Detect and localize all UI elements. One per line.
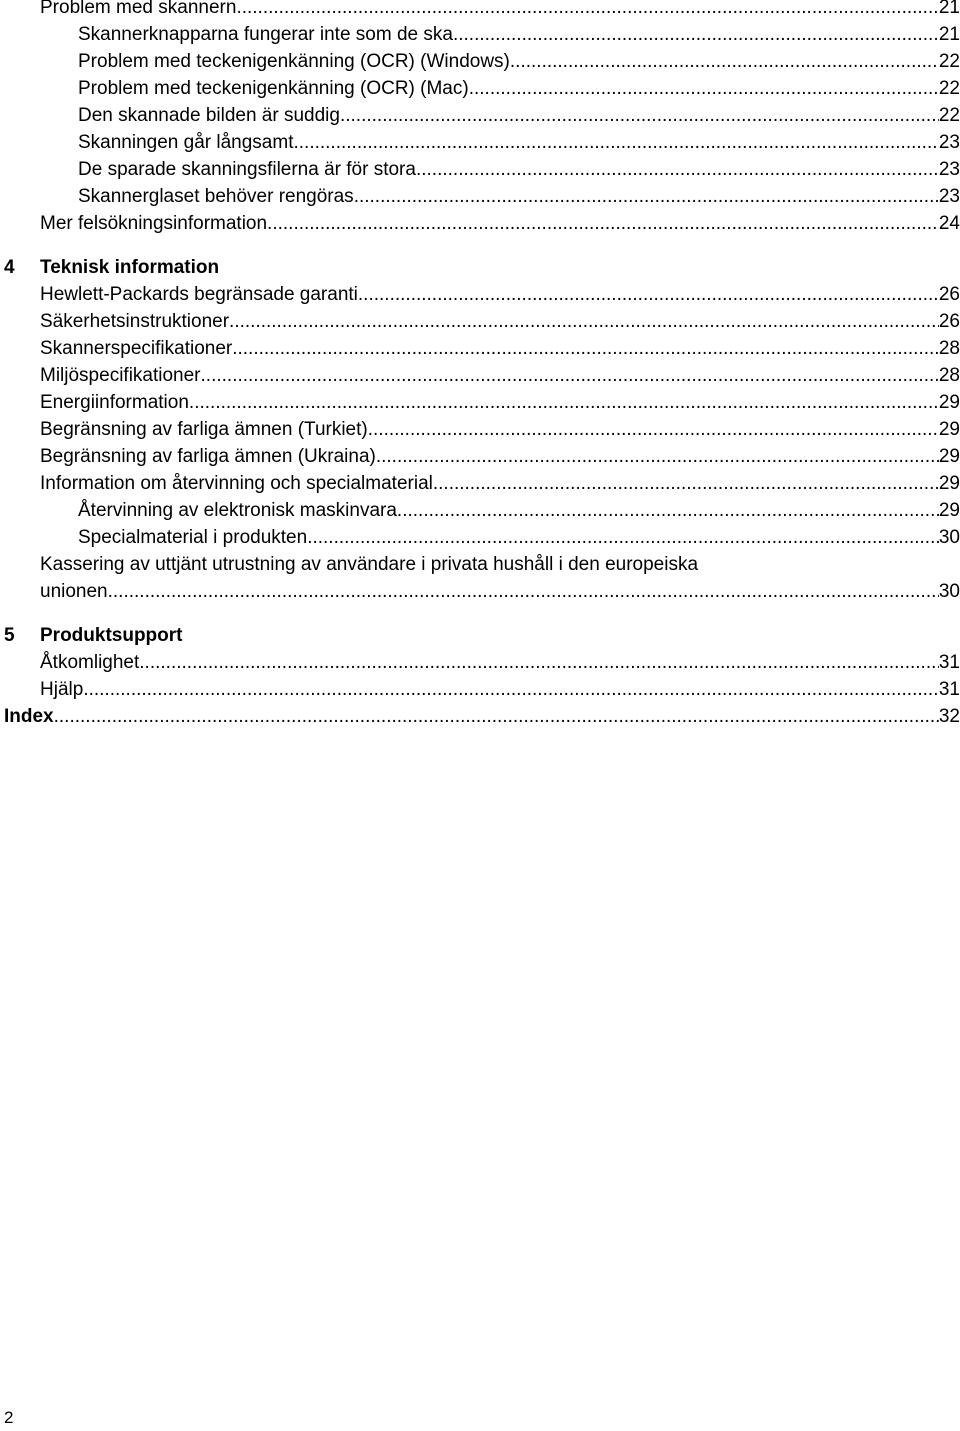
toc-entry-page: 23	[938, 186, 960, 207]
page-number: 2	[4, 1408, 14, 1427]
toc-entry-page: 23	[938, 159, 960, 180]
toc-entry-page: 32	[938, 706, 960, 727]
toc-leader	[376, 443, 939, 470]
toc-entry-rengoras[interactable]	[78, 183, 960, 210]
toc-leader	[453, 21, 939, 48]
chapter-title: Produktsupport	[40, 625, 183, 646]
toc-entry-stora-filer[interactable]	[78, 156, 960, 183]
toc-entry-sakerhet[interactable]	[40, 308, 960, 335]
toc-entry-page: 29	[938, 446, 960, 467]
toc-leader	[236, 0, 938, 21]
toc-leader	[139, 649, 939, 676]
toc-entry-title: Hewlett-Packards begränsade garanti	[40, 284, 358, 305]
toc-entry-title: Säkerhetsinstruktioner	[40, 311, 230, 332]
toc-entry-page: 23	[938, 132, 960, 153]
toc-entry-atervinning-maskinvara[interactable]	[78, 497, 960, 524]
toc-entry-title: Mer felsökningsinformation	[40, 213, 268, 234]
toc-entry-page: 30	[938, 527, 960, 548]
toc-leader	[189, 389, 939, 416]
toc-entry-title: Åtkomlighet	[40, 652, 140, 673]
toc-entry-index[interactable]	[4, 703, 960, 730]
toc-leader	[510, 48, 939, 75]
toc-entry-page: 26	[938, 311, 960, 332]
toc-leader	[229, 308, 939, 335]
toc-entry-felsokning[interactable]	[40, 210, 960, 237]
toc-chapter-5[interactable]	[4, 622, 183, 649]
toc-leader	[232, 335, 939, 362]
toc-entry-title: Skanningen går långsamt	[78, 132, 294, 153]
toc-leader	[54, 703, 939, 730]
toc-leader	[433, 470, 939, 497]
toc-entry-skannerknapparna[interactable]	[78, 21, 960, 48]
toc-entry-energi[interactable]	[40, 389, 960, 416]
chapter-number: 5	[4, 625, 15, 646]
toc-entry-page: 22	[938, 105, 960, 126]
toc-entry-suddig[interactable]	[78, 102, 960, 129]
toc-entry-title: De sparade skanningsfilerna är för stora	[78, 159, 416, 180]
toc-entry-title: Specialmaterial i produkten	[78, 527, 308, 548]
toc-entry-ocr-windows[interactable]	[78, 48, 960, 75]
toc-leader	[267, 210, 939, 237]
toc-leader	[307, 524, 939, 551]
toc-entry-page: 26	[938, 284, 960, 305]
toc-leader	[469, 75, 939, 102]
toc-leader	[83, 676, 939, 703]
toc-entry-title: Begränsning av farliga ämnen (Ukraina)	[40, 446, 376, 467]
toc-entry-atkomlighet[interactable]	[40, 649, 960, 676]
toc-entry-title: Problem med teckenigenkänning (OCR) (Windows)	[78, 51, 510, 72]
toc-entry-page: 21	[938, 0, 960, 18]
toc-entry-turkiet[interactable]	[40, 416, 960, 443]
toc-entry-page: 30	[938, 581, 960, 602]
toc-entry-skannerspec[interactable]	[40, 335, 960, 362]
toc-entry-page: 28	[938, 338, 960, 359]
toc-entry-title: Den skannade bilden är suddig	[78, 105, 340, 126]
toc-entry-page: 29	[938, 419, 960, 440]
toc-entry-title-line2: unionen	[40, 581, 108, 602]
toc-entry-page: 24	[938, 213, 960, 234]
chapter-title: Teknisk information	[40, 257, 220, 278]
toc-leader	[368, 416, 939, 443]
toc-entry-page: 29	[938, 500, 960, 521]
toc-leader	[416, 156, 939, 183]
toc-entry-page: 28	[938, 365, 960, 386]
toc-leader	[340, 102, 939, 129]
toc-entry-title: Problem med skannern	[40, 0, 237, 18]
toc-entry-title-line1: Kassering av uttjänt utrustning av användare i privata hushåll i den europeiska	[40, 554, 699, 575]
toc-entry-title: Hjälp	[40, 679, 84, 700]
toc-leader	[293, 129, 938, 156]
toc-entry-page: 31	[938, 679, 960, 700]
toc-entry-atervinning-info[interactable]	[40, 470, 960, 497]
toc-entry-title: Skannerknapparna fungerar inte som de ska	[78, 24, 453, 45]
toc-entry-page: 29	[938, 392, 960, 413]
toc-entry-title: Skannerspecifikationer	[40, 338, 233, 359]
toc-leader	[358, 281, 939, 308]
toc-entry-kassering[interactable]	[40, 551, 960, 605]
toc-entry-page: 22	[938, 78, 960, 99]
toc-entry-line2	[40, 578, 960, 605]
toc-entry-title: Återvinning av elektronisk maskinvara	[78, 500, 397, 521]
toc-leader	[397, 497, 939, 524]
toc-entry-title: Index	[4, 706, 54, 727]
toc-entry-page: 31	[938, 652, 960, 673]
toc-entry-title: Information om återvinning och specialmaterial	[40, 473, 433, 494]
toc-entry-problem-med-skannern[interactable]	[40, 0, 960, 21]
toc-entry-garanti[interactable]	[40, 281, 960, 308]
toc-chapter-4[interactable]	[4, 254, 219, 281]
toc-entry-title: Begränsning av farliga ämnen (Turkiet)	[40, 419, 368, 440]
toc-entry-title: Skannerglaset behöver rengöras	[78, 186, 354, 207]
toc-entry-miljospec[interactable]	[40, 362, 960, 389]
toc-entry-title: Energiinformation	[40, 392, 189, 413]
toc-entry-title: Miljöspecifikationer	[40, 365, 201, 386]
toc-entry-page: 21	[938, 24, 960, 45]
toc-entry-hjalp[interactable]	[40, 676, 960, 703]
toc-entry-page: 22	[938, 51, 960, 72]
toc-entry-langsamt[interactable]	[78, 129, 960, 156]
toc-entry-ukraina[interactable]	[40, 443, 960, 470]
toc-entry-page: 29	[938, 473, 960, 494]
toc-entry-specialmaterial[interactable]	[78, 524, 960, 551]
toc-leader	[108, 578, 939, 605]
toc-leader	[354, 183, 939, 210]
toc-entry-ocr-mac[interactable]	[78, 75, 960, 102]
toc-entry-title: Problem med teckenigenkänning (OCR) (Mac)	[78, 78, 469, 99]
chapter-number: 4	[4, 257, 15, 278]
toc-leader	[201, 362, 939, 389]
